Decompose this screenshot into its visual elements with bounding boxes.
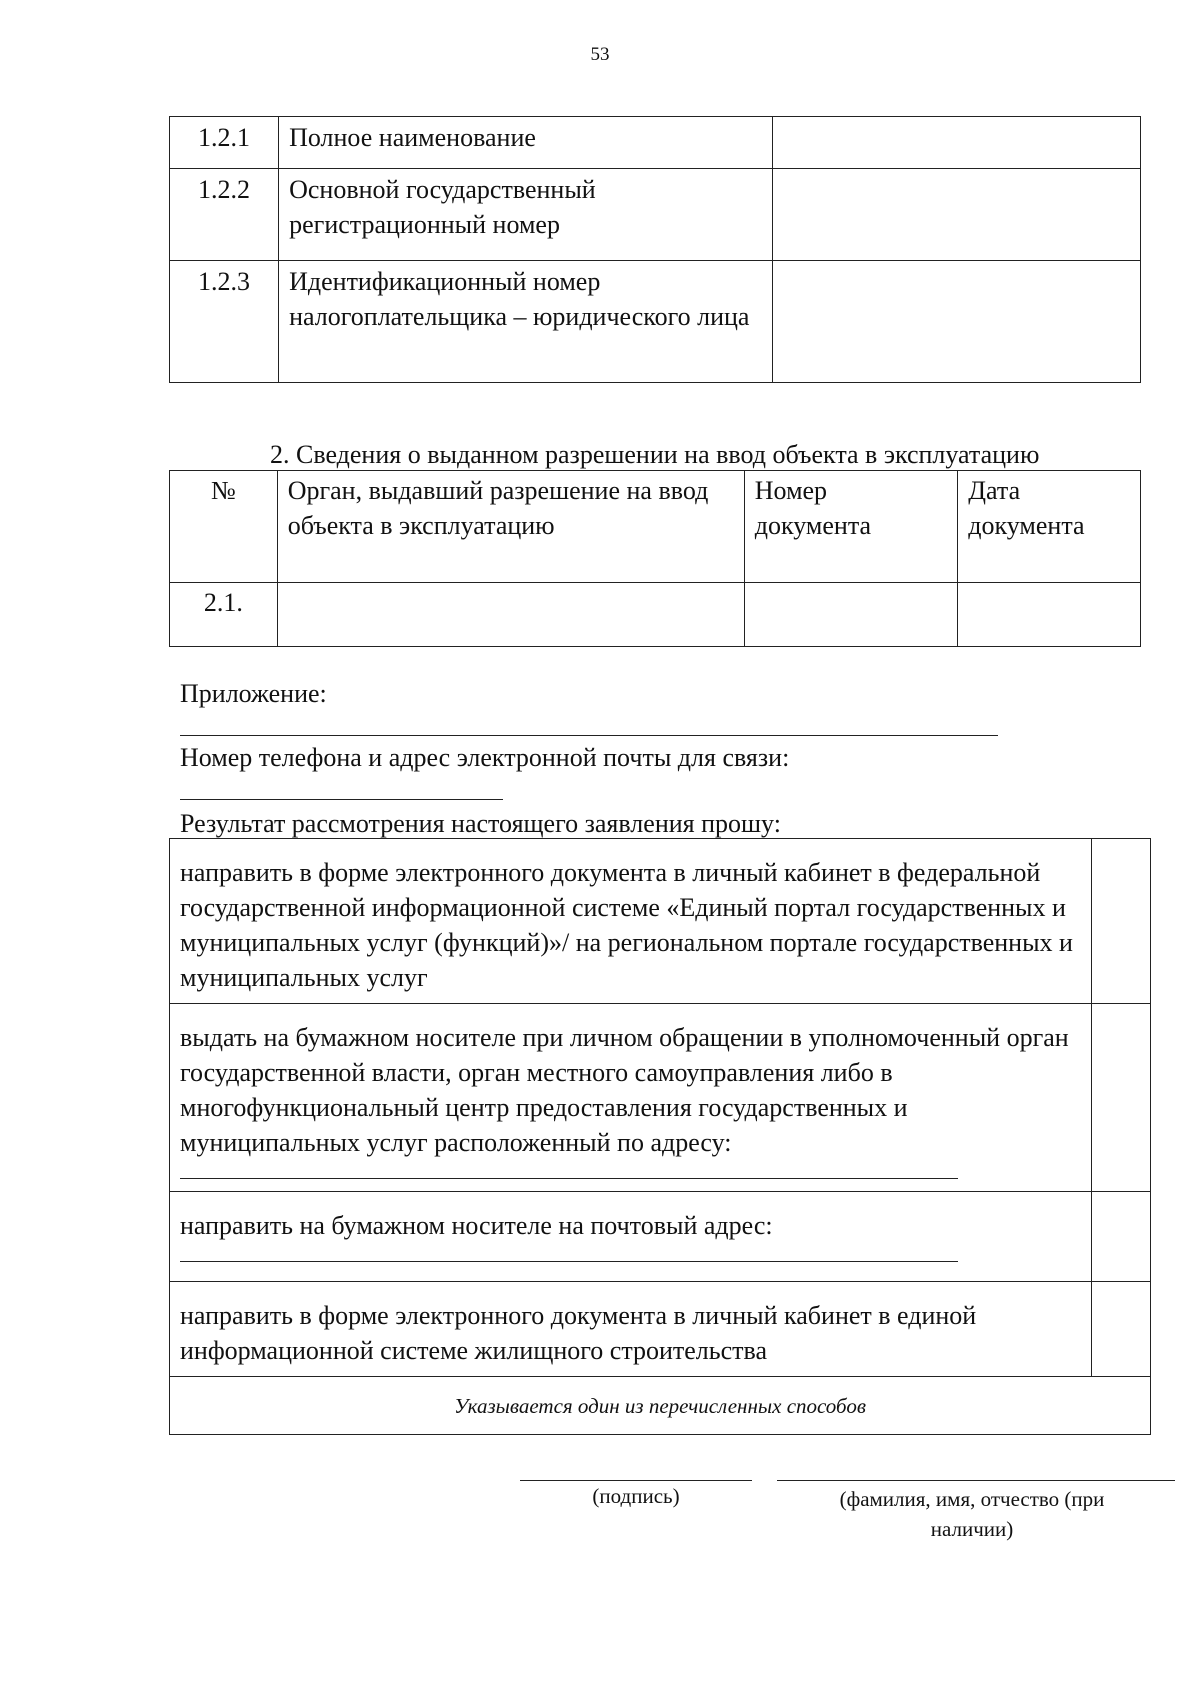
result-option-row bbox=[170, 1004, 1151, 1192]
result-label: Результат рассмотрения настоящего заявления прошу: bbox=[180, 809, 781, 838]
row-label: Основной государственный регистрационный номер bbox=[279, 169, 773, 261]
address-blank-line[interactable] bbox=[180, 1178, 958, 1179]
table-header-row bbox=[170, 471, 1141, 583]
row-value-cell[interactable] bbox=[773, 169, 1141, 261]
row-number: 1.2.3 bbox=[170, 261, 279, 383]
row-value-cell[interactable] bbox=[773, 261, 1141, 383]
result-note-row bbox=[170, 1377, 1151, 1435]
contact-label: Номер телефона и адрес электронной почты для связи: bbox=[180, 743, 790, 772]
signature-caption: (подпись) bbox=[592, 1484, 680, 1508]
table-row bbox=[170, 583, 1141, 647]
document-date-cell[interactable] bbox=[958, 583, 1141, 647]
result-option-checkbox[interactable] bbox=[1091, 1192, 1150, 1282]
row-number: 1.2.2 bbox=[170, 169, 279, 261]
organ-cell[interactable] bbox=[277, 583, 744, 647]
header-document-number: Номер документа bbox=[744, 471, 958, 583]
result-option-checkbox[interactable] bbox=[1091, 839, 1150, 1004]
section-2-title: 2. Сведения о выданном разрешении на ввод объекта в эксплуатацию bbox=[270, 440, 1040, 469]
result-option-row bbox=[170, 1192, 1151, 1282]
result-option-text: направить в форме электронного документа в личный кабинет в федеральной государственной информационной системе «Единый портал государственных и муниципальных услуг (функций)»/ на региональном портале государственных и муниципальных услуг bbox=[170, 839, 1092, 1004]
row-value-cell[interactable] bbox=[773, 117, 1141, 169]
row-label: Полное наименование bbox=[279, 117, 773, 169]
result-option-row bbox=[170, 1282, 1151, 1377]
result-option-checkbox[interactable] bbox=[1091, 1282, 1150, 1377]
header-document-date: Дата документа bbox=[958, 471, 1141, 583]
table-row bbox=[170, 169, 1141, 261]
result-option-text: направить в форме электронного документа в личный кабинет в единой информационной системе жилищного строительства bbox=[170, 1282, 1092, 1377]
row-label: Идентификационный номер налогоплательщика – юридического лица bbox=[279, 261, 773, 383]
contact-blank-line[interactable] bbox=[180, 799, 503, 800]
page-number: 53 bbox=[590, 44, 610, 65]
permit-details-table bbox=[169, 470, 1141, 647]
attachment-blank-line[interactable] bbox=[180, 735, 998, 736]
attachment-label: Приложение: bbox=[180, 679, 327, 708]
result-option-text: направить на бумажном носителе на почтовый адрес: bbox=[180, 1211, 773, 1240]
document-number-cell[interactable] bbox=[744, 583, 958, 647]
result-option-cell bbox=[170, 1192, 1092, 1282]
header-number: № bbox=[170, 471, 278, 583]
header-organ: Орган, выдавший разрешение на ввод объекта в эксплуатацию bbox=[277, 471, 744, 583]
result-note: Указывается один из перечисленных способов bbox=[170, 1377, 1151, 1435]
full-name-line[interactable] bbox=[777, 1480, 1175, 1481]
result-option-text: выдать на бумажном носителе при личном обращении в уполномоченный орган государственной власти, орган местного самоуправления либо в многофункциональный центр предоставления государственных и муниципальных услуг расположенный по адресу: bbox=[180, 1023, 1069, 1157]
result-options-table bbox=[169, 838, 1151, 1435]
signature-line[interactable] bbox=[520, 1480, 752, 1481]
result-option-row bbox=[170, 839, 1151, 1004]
applicant-details-table bbox=[169, 116, 1141, 383]
row-number: 2.1. bbox=[170, 583, 278, 647]
table-row bbox=[170, 117, 1141, 169]
result-option-checkbox[interactable] bbox=[1091, 1004, 1150, 1192]
postal-address-blank-line[interactable] bbox=[180, 1261, 958, 1262]
table-row bbox=[170, 261, 1141, 383]
result-option-cell bbox=[170, 1004, 1092, 1192]
full-name-caption: (фамилия, имя, отчество (при наличии) bbox=[839, 1487, 1105, 1541]
row-number: 1.2.1 bbox=[170, 117, 279, 169]
